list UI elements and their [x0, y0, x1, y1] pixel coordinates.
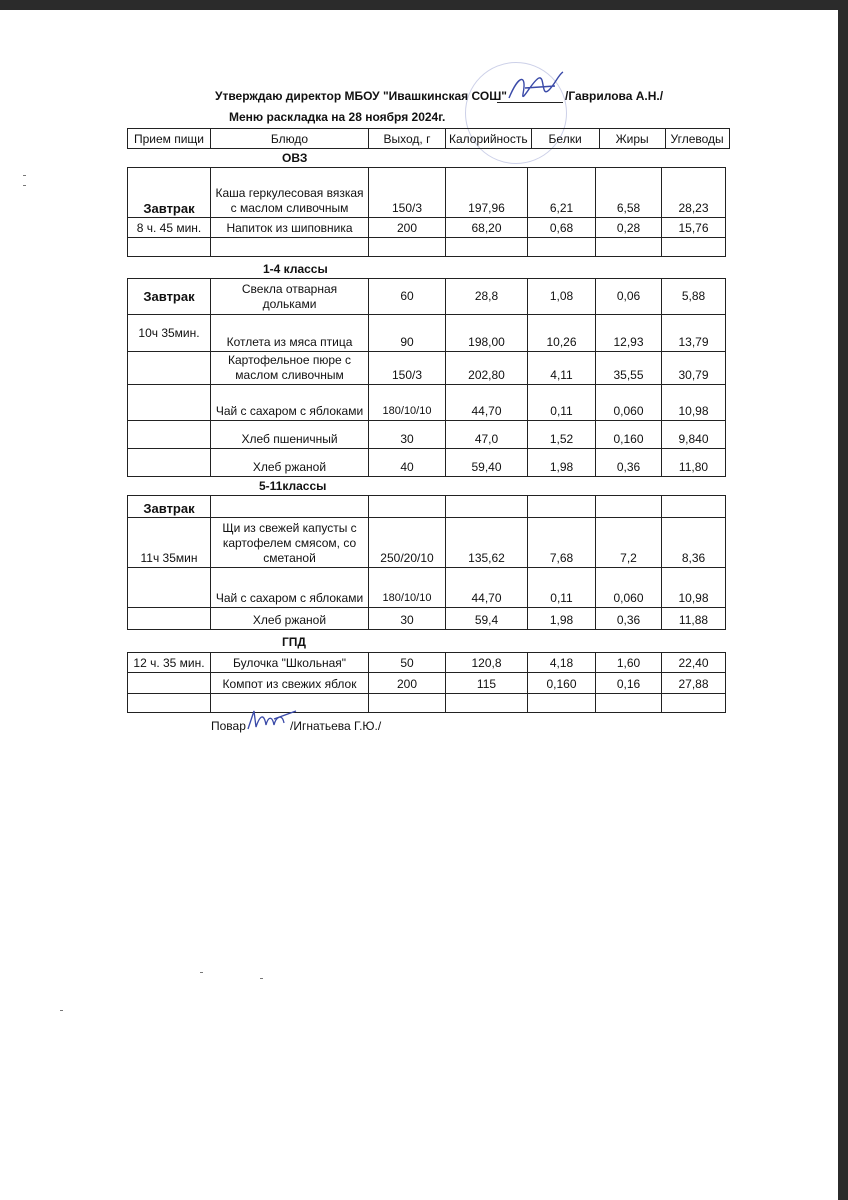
- menu-title: Меню раскладка на 28 ноября 2024г.: [229, 110, 446, 124]
- kcal-cell: 59,40: [446, 449, 528, 477]
- carbs-cell: 28,23: [662, 168, 726, 218]
- cook-name: /Игнатьева Г.Ю./: [290, 719, 382, 733]
- protein-cell: 1,98: [528, 608, 596, 630]
- meal-cell: Завтрак: [128, 496, 211, 518]
- portion-cell: 30: [369, 608, 446, 630]
- meal-cell: [128, 421, 211, 449]
- table-grades-1-4: [127, 278, 726, 477]
- column-header: Белки: [531, 129, 599, 149]
- scan-border-top: [0, 0, 848, 10]
- dish-cell: Хлеб ржаной: [211, 608, 369, 630]
- meal-cell: 10ч 35мин.: [128, 315, 211, 352]
- director-signature-icon: [505, 68, 567, 110]
- carbs-cell: 11,80: [662, 449, 726, 477]
- kcal-cell: 197,96: [446, 168, 528, 218]
- carbs-cell: 15,76: [662, 218, 726, 238]
- table-row: [128, 168, 726, 218]
- portion-cell: 150/3: [369, 352, 446, 385]
- section-title-grades-5-11: 5-11классы: [259, 479, 327, 493]
- fat-cell: 6,58: [596, 168, 662, 218]
- kcal-cell: 59,4: [446, 608, 528, 630]
- kcal-cell: 115: [446, 673, 528, 694]
- meal-cell: 8 ч. 45 мин.: [128, 218, 211, 238]
- kcal-cell: 202,80: [446, 352, 528, 385]
- protein-cell: 10,26: [528, 315, 596, 352]
- protein-cell: 0,160: [528, 673, 596, 694]
- fat-cell: 35,55: [596, 352, 662, 385]
- dish-cell: Каша геркулесовая вязкая с маслом сливочным: [211, 168, 369, 218]
- kcal-cell: 120,8: [446, 653, 528, 673]
- dish-cell: Компот из свежих яблок: [211, 673, 369, 694]
- dish-cell: Котлета из мяса птица: [211, 315, 369, 352]
- dish-cell: Хлеб пшеничный: [211, 421, 369, 449]
- scan-border-right: [838, 0, 848, 1200]
- column-header: Калорийность: [446, 129, 532, 149]
- fat-cell: 1,60: [596, 653, 662, 673]
- table-row: [128, 279, 726, 315]
- protein-cell: 4,18: [528, 653, 596, 673]
- meal-cell: Завтрак: [128, 279, 211, 315]
- table-row: [128, 673, 726, 694]
- column-header: Углеводы: [665, 129, 729, 149]
- meal-cell: [128, 673, 211, 694]
- fat-cell: 0,28: [596, 218, 662, 238]
- meal-cell: [128, 449, 211, 477]
- carbs-cell: 22,40: [662, 653, 726, 673]
- scan-speck: [60, 1010, 63, 1011]
- table-ovz: [127, 167, 726, 257]
- table-row: [128, 315, 726, 352]
- portion-cell: 50: [369, 653, 446, 673]
- protein-cell: 0,68: [528, 218, 596, 238]
- carbs-cell: 10,98: [662, 385, 726, 421]
- table-grades-5-11: [127, 495, 726, 630]
- portion-cell: 40: [369, 449, 446, 477]
- fat-cell: 0,160: [596, 421, 662, 449]
- scan-speck: [200, 972, 203, 973]
- fat-cell: 0,060: [596, 568, 662, 608]
- carbs-cell: 11,88: [662, 608, 726, 630]
- meal-cell: [128, 352, 211, 385]
- table-row: [128, 496, 726, 518]
- portion-cell: 60: [369, 279, 446, 315]
- meal-cell: 11ч 35мин: [128, 518, 211, 568]
- kcal-cell: 68,20: [446, 218, 528, 238]
- table-row: [128, 385, 726, 421]
- portion-cell: 200: [369, 218, 446, 238]
- dish-cell: Чай с сахаром с яблоками: [211, 568, 369, 608]
- approval-line: Утверждаю директор МБОУ "Ивашкинская СОШ": [215, 89, 507, 103]
- protein-cell: 0,11: [528, 568, 596, 608]
- scan-speck: [23, 185, 26, 186]
- table-row: [128, 449, 726, 477]
- header-row: [128, 129, 730, 149]
- protein-cell: 6,21: [528, 168, 596, 218]
- kcal-cell: 47,0: [446, 421, 528, 449]
- section-title-gpd: ГПД: [282, 635, 306, 649]
- portion-cell: 180/10/10: [369, 568, 446, 608]
- dish-cell: Хлеб ржаной: [211, 449, 369, 477]
- portion-cell: 180/10/10: [369, 385, 446, 421]
- table-row: [128, 352, 726, 385]
- column-header: Выход, г: [369, 129, 446, 149]
- fat-cell: 12,93: [596, 315, 662, 352]
- dish-cell: Свекла отварная дольками: [211, 279, 369, 315]
- section-title-grades-1-4: 1-4 классы: [263, 262, 328, 276]
- carbs-cell: 10,98: [662, 568, 726, 608]
- portion-cell: 250/20/10: [369, 518, 446, 568]
- carbs-cell: 5,88: [662, 279, 726, 315]
- portion-cell: 30: [369, 421, 446, 449]
- meal-cell: 12 ч. 35 мин.: [128, 653, 211, 673]
- fat-cell: 0,060: [596, 385, 662, 421]
- dish-cell: Чай с сахаром с яблоками: [211, 385, 369, 421]
- column-header: Блюдо: [211, 129, 369, 149]
- column-header: Жиры: [599, 129, 665, 149]
- fat-cell: 7,2: [596, 518, 662, 568]
- meal-cell: Завтрак: [128, 168, 211, 218]
- table-row: [128, 421, 726, 449]
- carbs-cell: 27,88: [662, 673, 726, 694]
- protein-cell: 1,52: [528, 421, 596, 449]
- portion-cell: 150/3: [369, 168, 446, 218]
- protein-cell: 0,11: [528, 385, 596, 421]
- kcal-cell: 44,70: [446, 568, 528, 608]
- kcal-cell: 28,8: [446, 279, 528, 315]
- empty-row: [128, 694, 726, 713]
- protein-cell: 7,68: [528, 518, 596, 568]
- kcal-cell: 135,62: [446, 518, 528, 568]
- scan-speck: [260, 978, 263, 979]
- cook-label: Повар: [211, 719, 246, 733]
- menu-header-table: [127, 128, 730, 149]
- meal-cell: [128, 385, 211, 421]
- portion-cell: 90: [369, 315, 446, 352]
- meal-cell: [128, 568, 211, 608]
- dish-cell: Картофельное пюре с маслом сливочным: [211, 352, 369, 385]
- fat-cell: 0,06: [596, 279, 662, 315]
- meal-cell: [128, 608, 211, 630]
- portion-cell: 200: [369, 673, 446, 694]
- protein-cell: 1,08: [528, 279, 596, 315]
- fat-cell: 0,16: [596, 673, 662, 694]
- protein-cell: 4,11: [528, 352, 596, 385]
- kcal-cell: 198,00: [446, 315, 528, 352]
- protein-cell: 1,98: [528, 449, 596, 477]
- table-gpd: [127, 652, 726, 713]
- table-row: [128, 568, 726, 608]
- carbs-cell: 9,840: [662, 421, 726, 449]
- dish-cell: Булочка "Школьная": [211, 653, 369, 673]
- fat-cell: 0,36: [596, 608, 662, 630]
- kcal-cell: 44,70: [446, 385, 528, 421]
- scan-speck: [23, 175, 26, 176]
- dish-cell: Напиток из шиповника: [211, 218, 369, 238]
- table-row: [128, 218, 726, 238]
- carbs-cell: 30,79: [662, 352, 726, 385]
- empty-row: [128, 238, 726, 257]
- fat-cell: 0,36: [596, 449, 662, 477]
- table-row: [128, 608, 726, 630]
- table-row: [128, 653, 726, 673]
- column-header: Прием пищи: [128, 129, 211, 149]
- dish-cell: Щи из свежей капусты с картофелем смясом, со сметаной: [211, 518, 369, 568]
- director-name: /Гаврилова А.Н./: [565, 89, 664, 103]
- table-row: [128, 518, 726, 568]
- carbs-cell: 13,79: [662, 315, 726, 352]
- carbs-cell: 8,36: [662, 518, 726, 568]
- section-title-ovz: ОВЗ: [282, 151, 308, 165]
